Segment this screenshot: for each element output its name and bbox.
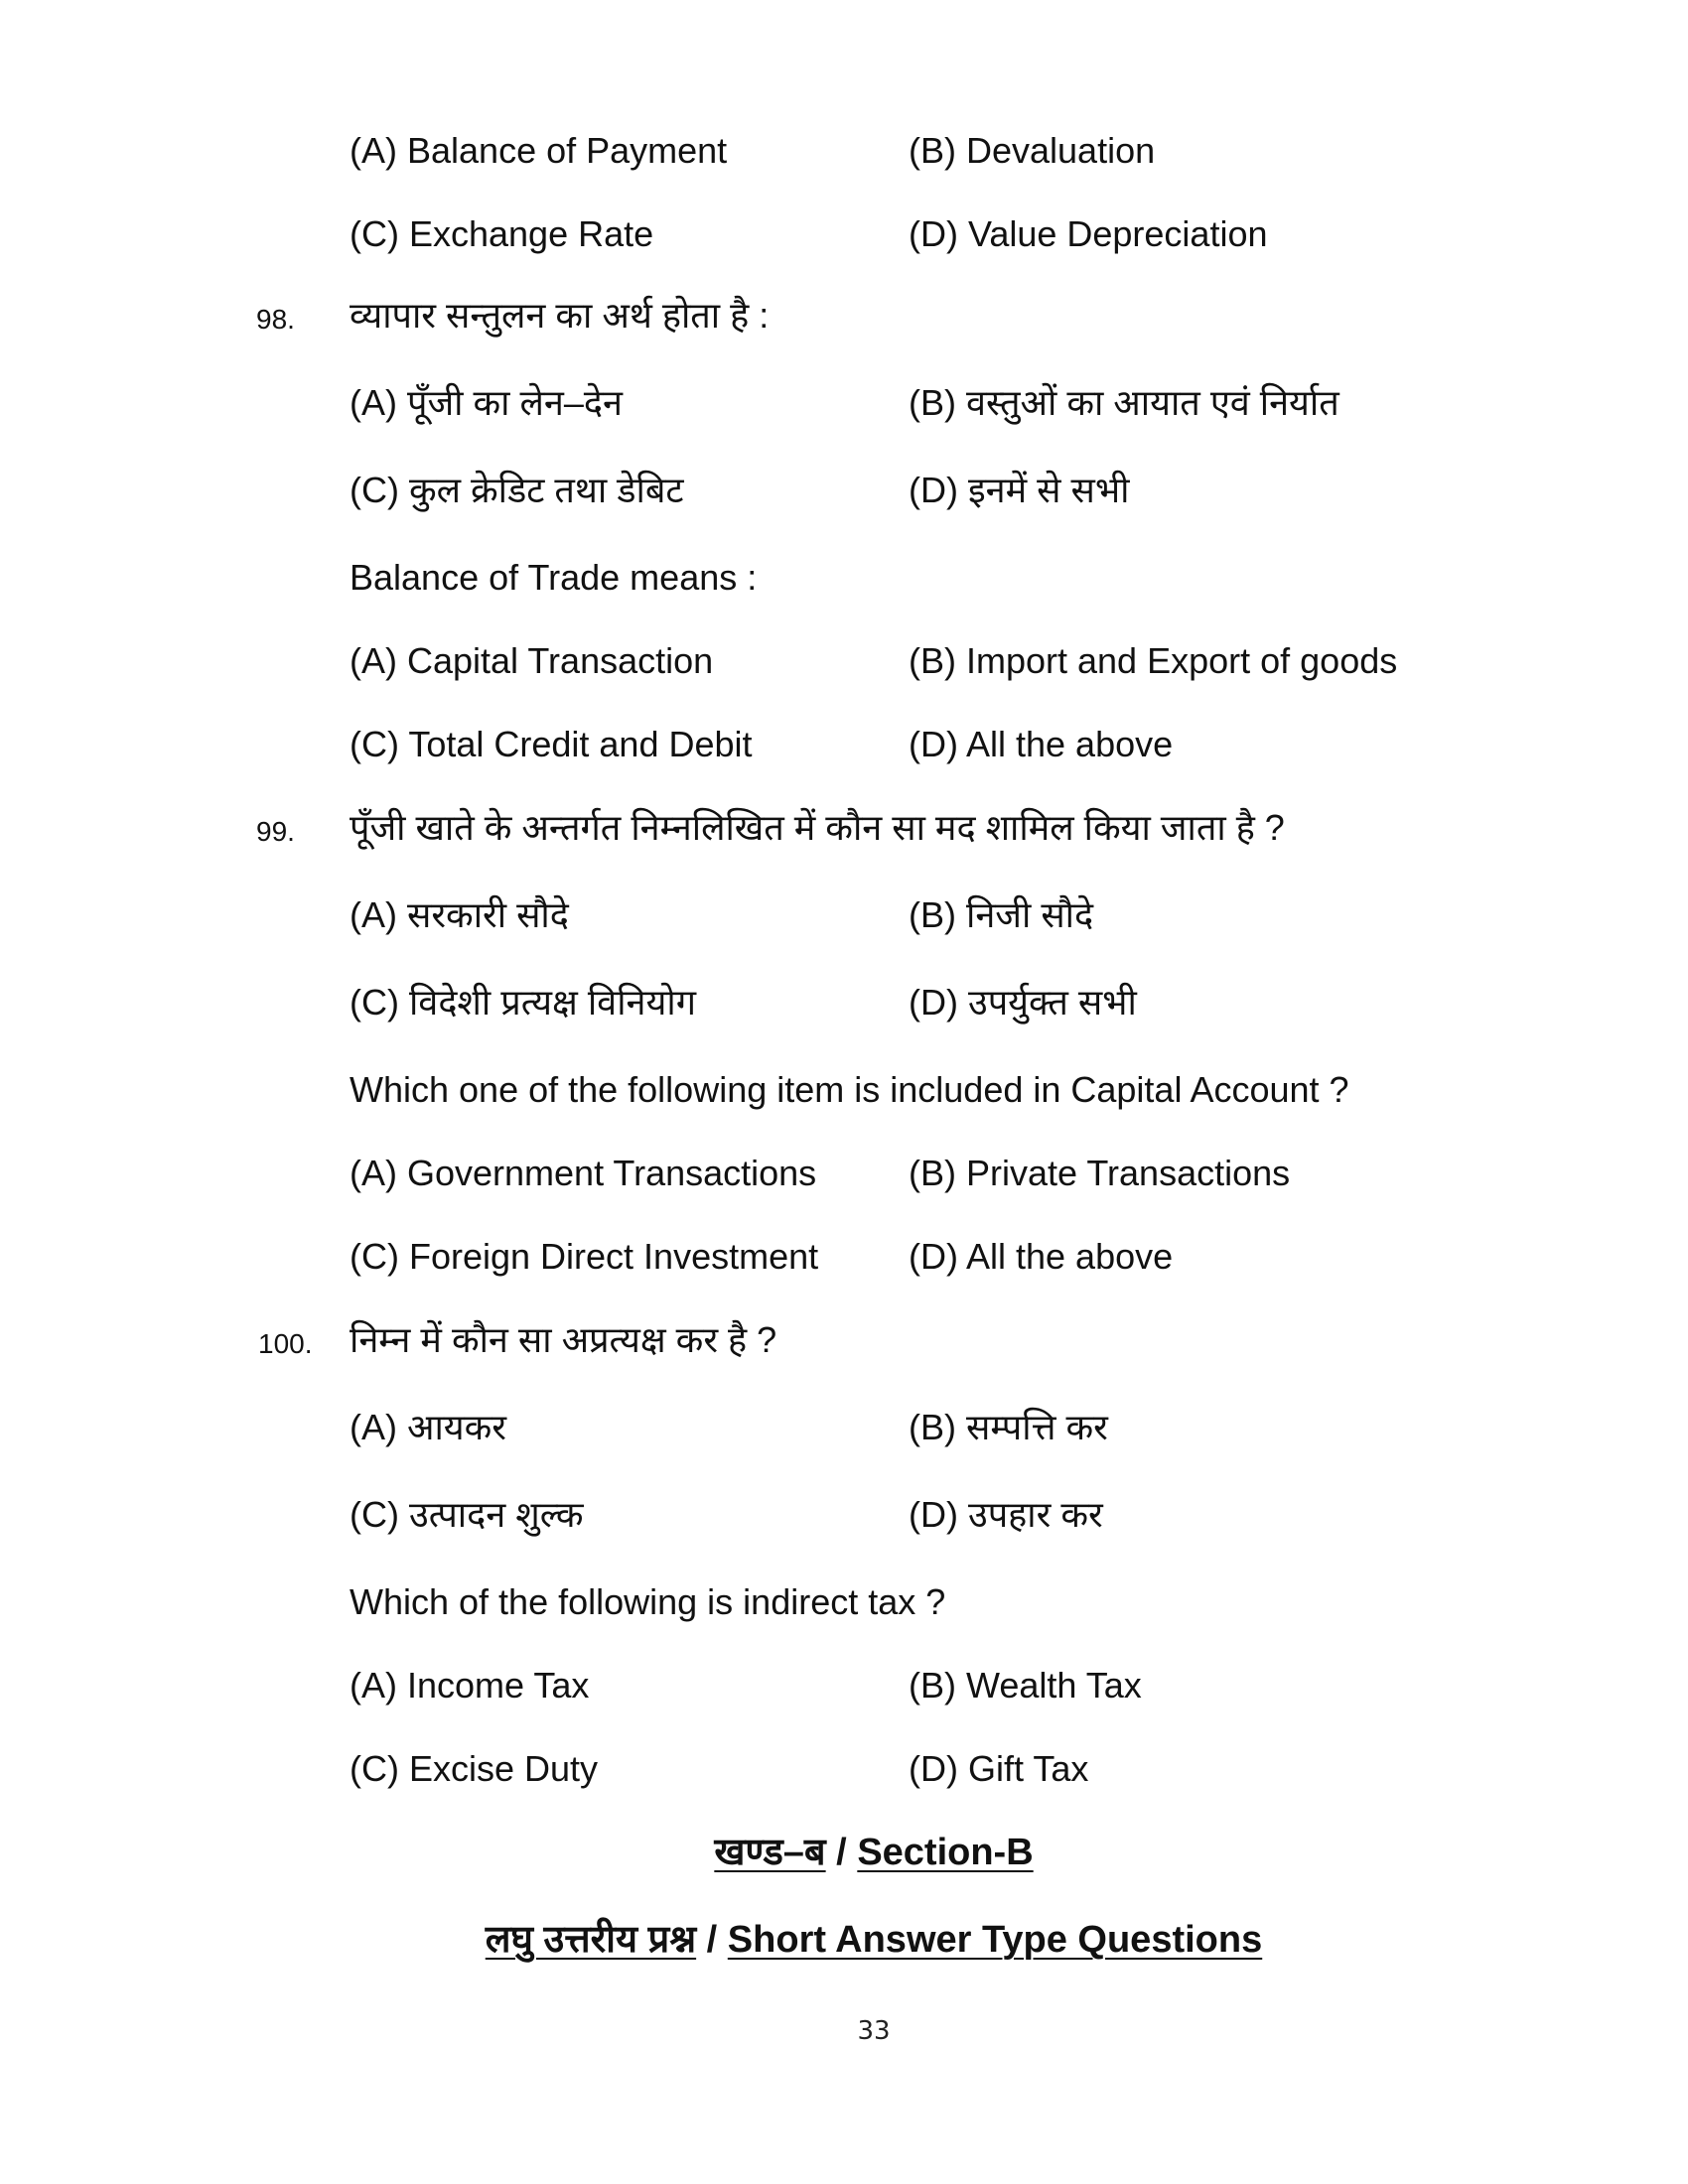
section-separator: / bbox=[825, 1832, 858, 1873]
q99-hindi-option-d: (D) उपर्युक्त सभी bbox=[909, 982, 1137, 1023]
q100-english-option-d: (D) Gift Tax bbox=[909, 1748, 1089, 1789]
q99-english-option-a: (A) Government Transactions bbox=[350, 1153, 817, 1193]
q99-hindi-question: पूँजी खाते के अन्तर्गत निम्नलिखित में कौन सा मद शामिल किया जाता है ? bbox=[350, 807, 1285, 848]
subsection-title-english: Short Answer Type Questions bbox=[727, 1919, 1263, 1961]
q98-hindi-option-d: (D) इनमें से सभी bbox=[909, 470, 1130, 510]
q99-english-question: Which one of the following item is included in Capital Account ? bbox=[350, 1069, 1349, 1110]
q100-number: 100. bbox=[258, 1328, 313, 1359]
q97-option-b: (B) Devaluation bbox=[909, 130, 1156, 171]
section-title-hindi: खण्ड–ब bbox=[714, 1832, 826, 1873]
q98-hindi-option-c: (C) कुल क्रेडिट तथा डेबिट bbox=[350, 470, 684, 510]
q98-english-option-d: (D) All the above bbox=[909, 724, 1174, 764]
subsection-title-hindi: लघु उत्तरीय प्रश्न bbox=[485, 1919, 697, 1961]
q99-english-option-d: (D) All the above bbox=[909, 1236, 1174, 1277]
q100-hindi-option-c: (C) उत्पादन शुल्क bbox=[350, 1494, 584, 1535]
q97-option-d: (D) Value Depreciation bbox=[909, 213, 1268, 254]
section-heading bbox=[0, 1829, 1688, 1876]
q98-hindi-question: व्यापार सन्तुलन का अर्थ होता है : bbox=[350, 295, 770, 336]
q97-option-a: (A) Balance of Payment bbox=[350, 130, 728, 171]
q98-english-question: Balance of Trade means : bbox=[350, 557, 758, 598]
q98-hindi-option-a: (A) पूँजी का लेन–देन bbox=[350, 382, 623, 423]
q97-option-c: (C) Exchange Rate bbox=[350, 213, 654, 254]
q98-english-option-b: (B) Import and Export of goods bbox=[909, 640, 1398, 681]
q98-hindi-option-b: (B) वस्तुओं का आयात एवं निर्यात bbox=[909, 382, 1339, 423]
q99-hindi-option-a: (A) सरकारी सौदे bbox=[350, 894, 569, 935]
q100-hindi-question: निम्न में कौन सा अप्रत्यक्ष कर है ? bbox=[350, 1319, 777, 1360]
q98-english-option-c: (C) Total Credit and Debit bbox=[350, 724, 753, 764]
q99-english-option-c: (C) Foreign Direct Investment bbox=[350, 1236, 819, 1277]
q99-english-option-b: (B) Private Transactions bbox=[909, 1153, 1291, 1193]
q98-english-option-a: (A) Capital Transaction bbox=[350, 640, 714, 681]
q100-hindi-option-a: (A) आयकर bbox=[350, 1407, 507, 1447]
section-title-english: Section-B bbox=[857, 1832, 1034, 1873]
q100-english-option-b: (B) Wealth Tax bbox=[909, 1665, 1142, 1706]
q100-hindi-option-b: (B) सम्पत्ति कर bbox=[909, 1407, 1108, 1447]
q100-english-option-c: (C) Excise Duty bbox=[350, 1748, 599, 1789]
subsection-heading bbox=[0, 1916, 1688, 1964]
q98-number: 98. bbox=[256, 304, 295, 335]
subsection-separator: / bbox=[696, 1919, 728, 1961]
q100-english-question: Which of the following is indirect tax ? bbox=[350, 1581, 946, 1622]
q99-hindi-option-c: (C) विदेशी प्रत्यक्ष विनियोग bbox=[350, 982, 696, 1023]
page-number: 33 bbox=[857, 2016, 891, 2046]
q99-hindi-option-b: (B) निजी सौदे bbox=[909, 894, 1094, 935]
q99-number: 99. bbox=[256, 816, 295, 847]
q100-hindi-option-d: (D) उपहार कर bbox=[909, 1494, 1103, 1535]
q100-english-option-a: (A) Income Tax bbox=[350, 1665, 590, 1706]
